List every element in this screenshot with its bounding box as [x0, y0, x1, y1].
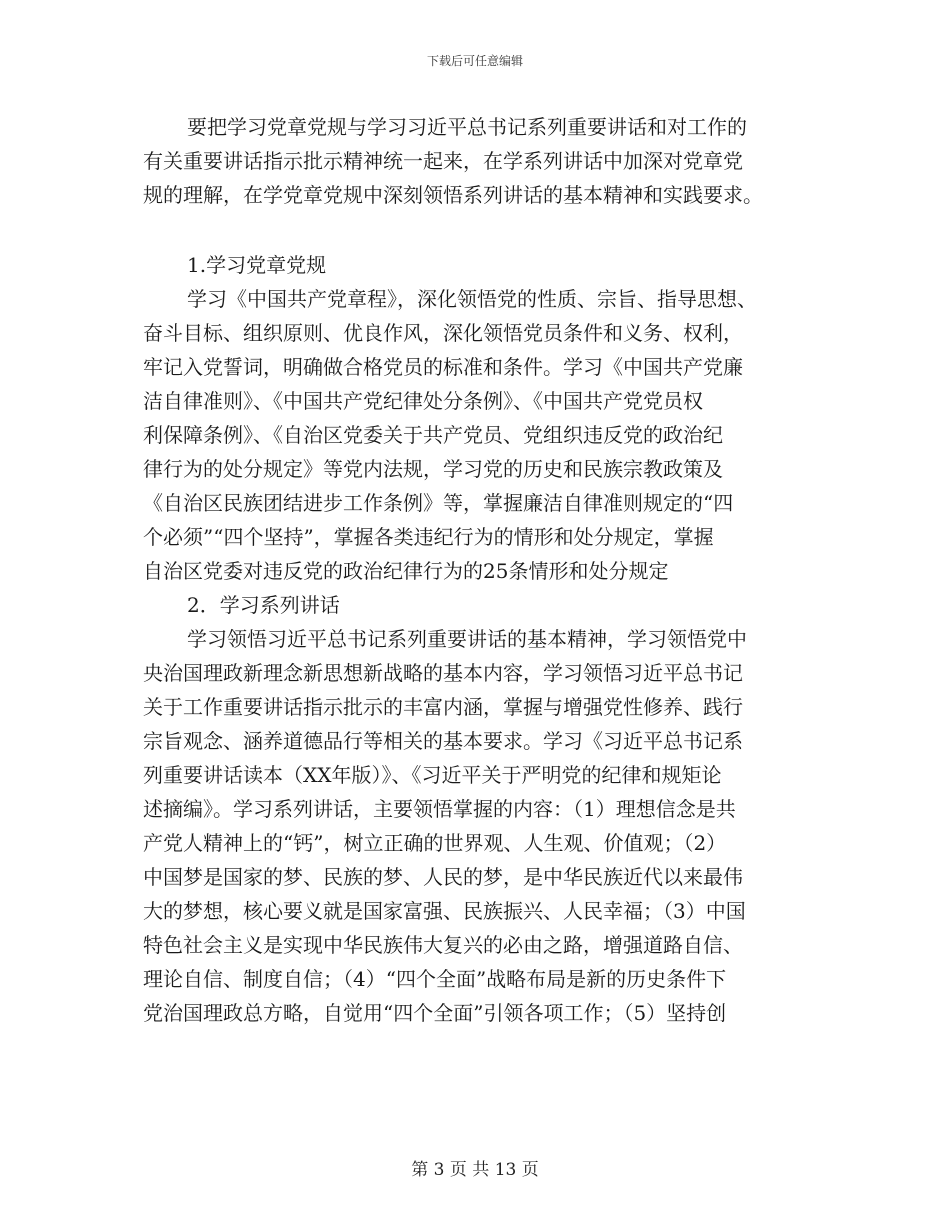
paragraph-gap [143, 212, 815, 248]
paragraph-line: 大的梦想，核心要义就是国家富强、民族振兴、人民幸福；（3）中国 [143, 899, 746, 923]
paragraph-line: 自治区党委对违反党的政治纪律行为的25条情形和处分规定 [143, 559, 669, 583]
page-number-footer: 第 3 页 共 13 页 [411, 1160, 539, 1180]
paragraph-line: 党治国理政总方略，自觉用“四个全面”引领各项工作；（5）坚持创 [143, 1001, 727, 1025]
paragraph-line: 特色社会主义是实现中华民族伟大复兴的必由之路，增强道路自信、 [143, 933, 743, 957]
paragraph-line: 个必须”“四个坚持”，掌握各类违纪行为的情形和处分规定，掌握 [143, 525, 714, 549]
paragraph-line: 关于工作重要讲话指示批示的丰富内涵，掌握与增强党性修养、践行 [143, 695, 743, 719]
paragraph-line: 央治国理政新理念新思想新战略的基本内容，学习领悟习近平总书记 [143, 661, 743, 685]
section-heading-2: 2．学习系列讲话 [187, 593, 340, 617]
paragraph-line: 产党人精神上的“钙”，树立正确的世界观、人生观、价值观；（2） [143, 831, 727, 855]
paragraph-line: 学习领悟习近平总书记系列重要讲话的基本精神，学习领悟党中 [187, 627, 747, 651]
paragraph-line: 要把学习党章党规与学习习近平总书记系列重要讲话和对工作的 [187, 115, 747, 139]
paragraph-line: 《自治区民族团结进步工作条例》等，掌握廉洁自律准则规定的“四 [143, 491, 734, 515]
paragraph-line: 有关重要讲话指示批示精神统一起来，在学系列讲话中加深对党章党 [143, 149, 743, 173]
paragraph-line: 宗旨观念、涵养道德品行等相关的基本要求。学习《习近平总书记系 [143, 729, 743, 753]
paragraph-line: 利保障条例》、《自治区党委关于共产党员、党组织违反党的政治纪 [143, 423, 723, 447]
paragraph-line: 奋斗目标、组织原则、优良作风，深化领悟党员条件和义务、权利， [143, 321, 743, 345]
paragraph-line: 学习《中国共产党章程》，深化领悟党的性质、宗旨、指导思想、 [187, 287, 757, 311]
paragraph-line: 理论自信、制度自信；（4）“四个全面”战略布局是新的历史条件下 [143, 967, 727, 991]
page-header: 下载后可任意编辑 [426, 54, 523, 68]
paragraph-line: 洁自律准则》、《中国共产党纪律处分条例》、《中国共产党党员权 [143, 389, 703, 413]
paragraph-line: 律行为的处分规定》等党内法规，学习党的历史和民族宗教政策及 [143, 457, 723, 481]
paragraph-line: 牢记入党誓词，明确做合格党员的标准和条件。学习《中国共产党廉 [143, 355, 743, 379]
paragraph-line: 列重要讲话读本（XX年版）》、《习近平关于严明党的纪律和规矩论 [143, 763, 722, 787]
paragraph-line: 规的理解，在学党章党规中深刻领悟系列讲话的基本精神和实践要求。 [143, 183, 763, 207]
section-heading-1: 1.学习党章党规 [187, 253, 327, 277]
document-body [143, 110, 815, 1030]
paragraph-line: 述摘编》。学习系列讲话，主要领悟掌握的内容：（1）理想信念是共 [143, 797, 736, 821]
paragraph-line: 中国梦是国家的梦、民族的梦、人民的梦，是中华民族近代以来最伟 [143, 865, 743, 889]
